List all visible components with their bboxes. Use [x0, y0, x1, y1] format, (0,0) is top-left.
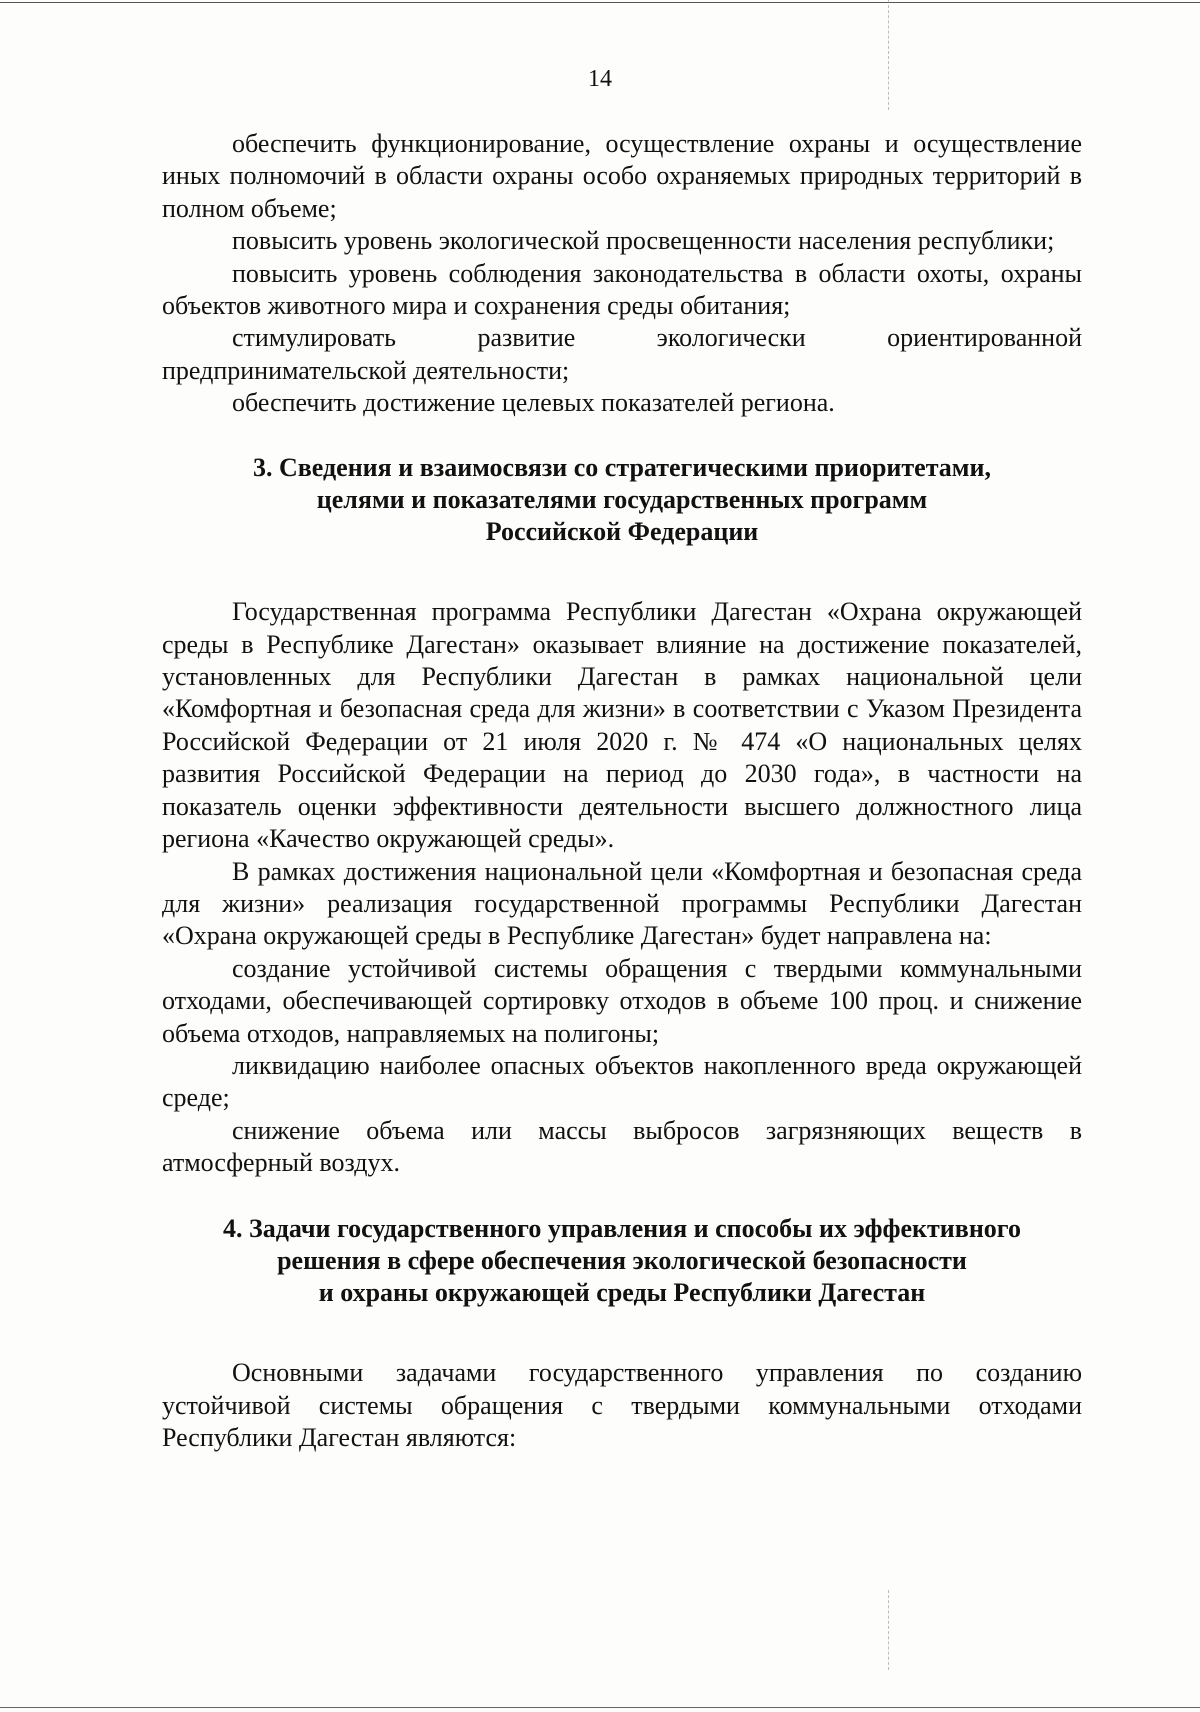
list-item: повысить уровень соблюдения законодательства в области охоты, охраны объектов животного мира и сохранения среды обитания; [162, 258, 1082, 321]
list-item: повысить уровень экологической просвещенности населения республики; [232, 226, 1055, 256]
list-item: обеспечить функционирование, осуществление охраны и осуществление иных полномочий в области охраны особо охраняемых природных территорий в полном объеме; [162, 129, 1082, 223]
paragraph: Государственная программа Республики Дагестан «Охрана окружающей среды в Республике Дагестан» оказывает влияние на достижение показателей, установленных для Республики Дагестан в рамках национальной цели «Комфортная и безопасная среда для жизни» в соответствии с Указом Президента Российской Федерации от 21 июля 2020 г. № 474 «О национальных целях развития Российской Федерации на период до 2030 года», в частности на показатель оценки эффективности деятельности высшего должностного лица региона «Качество окружающей среды». [162, 597, 1082, 854]
page-number: 14 [588, 66, 612, 92]
list-item: стимулировать развитие экологически ориентированной предпринимательской деятельности; [162, 323, 1082, 385]
list-item: обеспечить достижение целевых показателей региона. [232, 388, 835, 418]
heading-line: решения в сфере обеспечения экологической безопасности [277, 1245, 967, 1275]
scan-artifact-line [888, 0, 890, 110]
heading-line: Российской Федерации [485, 517, 759, 547]
list-item: ликвидацию наиболее опасных объектов накопленного вреда окружающей среде; [162, 1050, 1082, 1113]
heading-line: 3. Сведения и взаимосвязи со стратегическими приоритетами, [252, 452, 991, 482]
paragraph: В рамках достижения национальной цели «Комфортная и безопасная среда для жизни» реализация государственной программы Республики Дагестан «Охрана окружающей среды в Республике Дагестан» будет направлена на: [162, 856, 1082, 951]
section-4-heading [162, 1213, 1082, 1310]
heading-line: и охраны окружающей среды Республики Дагестан [318, 1277, 926, 1307]
heading-line: целями и показателями государственных программ [316, 484, 928, 514]
scan-artifact-line [888, 1590, 890, 1670]
section-3-heading [162, 452, 1082, 549]
list-item: создание устойчивой системы обращения с твердыми коммунальными отходами, обеспечивающей сортировку отходов в объеме 100 проц. и снижение объема отходов, направляемых на полигоны; [162, 953, 1082, 1048]
paragraph: Основными задачами государственного управления по созданию устойчивой системы обращения с твердыми коммунальными отходами Республики Дагестан являются: [162, 1358, 1082, 1452]
scan-edge-top [0, 2, 1200, 3]
heading-line: 4. Задачи государственного управления и способы их эффективного [223, 1213, 1021, 1243]
scan-edge-bottom [0, 1707, 1200, 1708]
list-item: снижение объема или массы выбросов загрязняющих веществ в атмосферный воздух. [162, 1115, 1082, 1178]
document-body [162, 128, 1082, 1454]
